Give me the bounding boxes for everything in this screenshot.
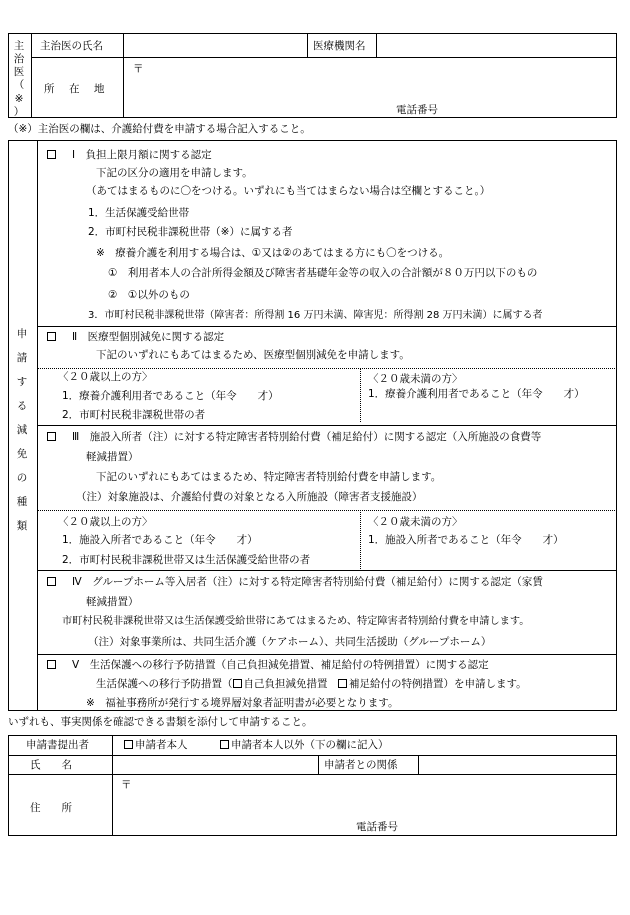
doctor-address-field[interactable] [146,60,606,98]
sec4-title: Ⅳ グループホーム等入居者（注）に対する特定障害者特別給付費（補足給付）に関する認定（家賃 [72,576,543,588]
sec5-intro-post: ）を申請します。 [443,678,527,690]
sec3-checkbox[interactable] [47,432,58,443]
sec3-intro: 下記のいずれにもあてはまるため、特定障害者特別給付費を申請します。 [96,471,442,483]
sec3-title-cont: 軽減措置） [86,451,139,463]
sec2-intro: 下記のいずれにもあてはまるため、医療型個別減免を申請します。 [96,349,410,361]
sec2-title: Ⅱ 医療型個別減免に関する認定 [72,331,225,343]
sec5-note: ※ 福祉事務所が発行する境界層対象者証明書が必要となります。 [86,697,399,709]
submitter-label: 申請書提出者 [26,739,89,751]
sec3-left-item2[interactable]: 2．市町村民税非課税世帯又は生活保護受給世帯の者 [62,554,311,566]
sec1-sub1[interactable]: ① 利用者本人の合計所得金額及び障害者基礎年金等の収入の合計額が８０万円以下のもの [108,267,538,279]
submitter-self-checkbox[interactable] [124,740,133,749]
reduction-side-label: 申 請 す る 減 免 の 種 類 [16,328,28,532]
applicant-phone-label: 電話番号 [356,821,398,833]
institution-label: 医療機関名 [313,40,366,52]
sec3-left-item1[interactable]: 1．施設入所者であること（年令 才） [62,534,258,546]
sec2-left-head: 〈２０歳以上の方〉 [58,371,153,383]
submitter-other-label: 申請者本人以外（下の欄に記入） [231,739,389,751]
sec3-right-head: 〈２０歳未満の方〉 [368,516,463,528]
sec4-title-cont: 軽減措置） [86,596,139,608]
sec5-opt1-checkbox[interactable] [233,679,242,688]
applicant-address-field[interactable] [134,777,604,813]
sec2-left-item2[interactable]: 2．市町村民税非課税世帯の者 [62,409,206,421]
sec5-intro [96,679,527,690]
sec2-checkbox[interactable] [47,332,58,343]
sec2-left-item1[interactable]: 1．療養介護利用者であること（年令 才） [62,390,279,402]
relation-label: 申請者との関係 [324,759,398,771]
sec1-item3[interactable]: 3．市町村民税非課税世帯（障害者：所得割 16 万円未満、障害児：所得割 28 万円未満）に属する者 [88,310,543,321]
sec4-note: （注）対象事業所は、共同生活介護（ケアホーム）、共同生活援助（グループホーム） [88,636,492,648]
sec1-title: Ⅰ 負担上限月額に関する認定 [72,149,212,161]
doctor-phone-label: 電話番号 [396,104,438,116]
sec1-intro: 下記の区分の適用を申請します。 [96,167,253,179]
applicant-postal-mark: 〒 [121,779,132,791]
doctor-name-field[interactable] [125,35,305,55]
sec4-checkbox[interactable] [47,577,58,588]
relation-field[interactable] [420,757,614,772]
institution-field[interactable] [378,35,614,55]
submitter-other-option[interactable] [220,740,389,751]
applicant-name-label-text: 氏 名 [30,759,72,771]
sec1-item1[interactable]: 1．生活保護受給世帯 [88,207,190,219]
sec4-intro: 市町村民税非課税世帯又は生活保護受給世帯にあてはまるため、特定障害者特別給付費を申請します。 [62,616,530,627]
sec3-title: Ⅲ 施設入所者（注）に対する特定障害者特別給付費（補足給付）に関する認定（入所施設の食費等 [72,431,542,443]
submitter-self-label: 申請者本人 [135,739,188,751]
sec5-checkbox[interactable] [47,660,58,671]
doctor-address-label: 所 在 地 [44,83,107,95]
applicant-name-label [30,760,92,771]
sec5-opt1-label: 自己負担減免措置 [243,678,338,690]
doctor-note: （※）主治医の欄は、介護給付費を申請する場合記入すること。 [8,123,311,135]
sec5-title: Ⅴ 生活保護への移行予防措置（自己負担減免措置、補足給付の特例措置）に関する認定 [72,659,489,671]
sec5-opt2-checkbox[interactable] [338,679,347,688]
attachment-note: いずれも、事実関係を確認できる書類を添付して申請すること。 [8,716,313,728]
sec5-opt2-label: 補足給付の特例措置 [349,678,444,690]
sec1-care-note: ※ 療養介護を利用する場合は、①又は②のあてはまる方にも〇をつける。 [96,247,450,259]
doctor-side-label: 主 治 医 （ ※ ） [13,40,25,118]
applicant-name-field[interactable] [114,757,316,772]
sec2-right-head: 〈２０歳未満の方〉 [368,373,463,385]
submitter-other-checkbox[interactable] [220,740,229,749]
sec3-left-head: 〈２０歳以上の方〉 [58,516,153,528]
sec1-checkbox[interactable] [47,150,58,161]
applicant-address-label: 住 所 [30,802,72,814]
submitter-self-option[interactable] [124,740,188,751]
sec3-right-item1[interactable]: 1．施設入所者であること（年令 才） [368,534,564,546]
doctor-name-label: 主治医の氏名 [40,40,103,52]
sec1-instruction: （あてはまるものに〇をつける。いずれにも当てはまらない場合は空欄とすること。） [86,185,491,197]
sec1-sub2[interactable]: ② ①以外のもの [108,289,190,301]
sec5-intro-pre: 生活保護への移行予防措置（ [96,678,233,690]
sec3-note: （注）対象施設は、介護給付費の対象となる入所施設（障害者支援施設） [76,491,423,503]
sec2-right-item1[interactable]: 1．療養介護利用者であること（年令 才） [368,388,585,400]
sec1-item2[interactable]: 2．市町村民税非課税世帯（※）に属する者 [88,226,293,238]
doctor-postal-mark: 〒 [133,63,144,75]
